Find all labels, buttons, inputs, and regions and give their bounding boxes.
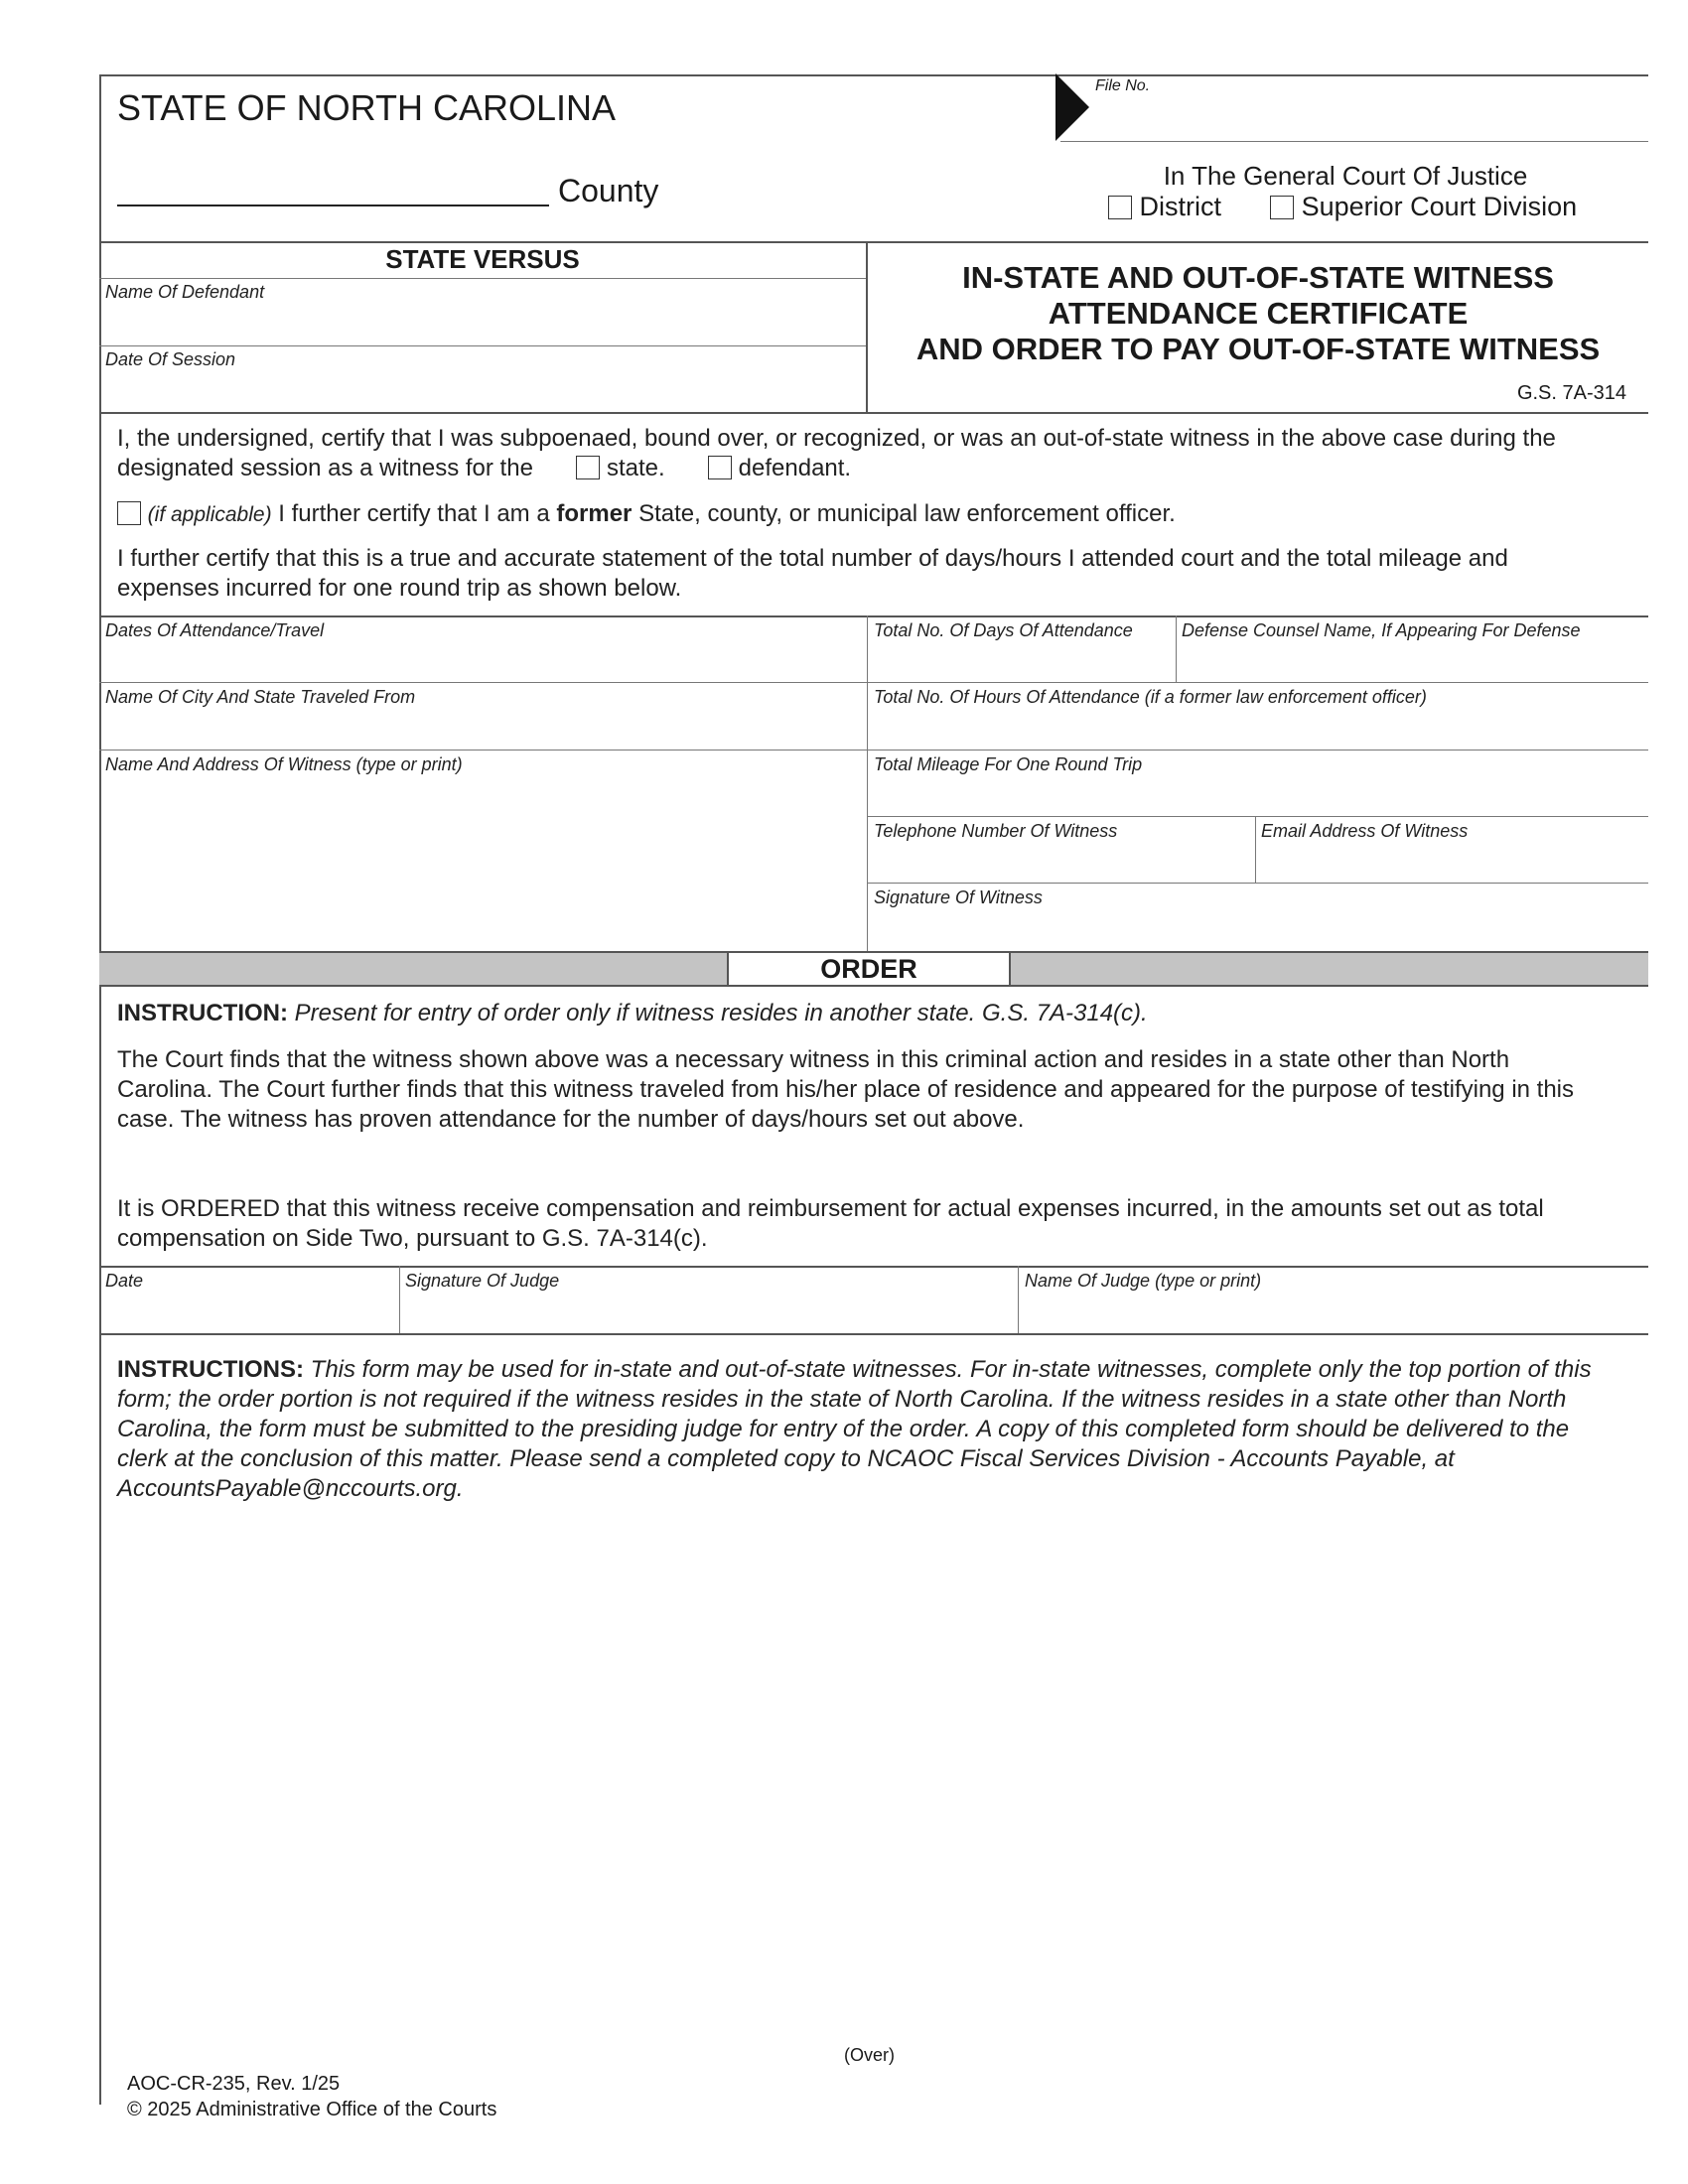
former-pre: I further certify that I am a [278,500,550,527]
defendant-checkbox[interactable] [708,456,732,479]
grid-top [99,615,1648,617]
grid-row-3 [867,816,1648,817]
grid-mid-divider [867,615,868,951]
counsel-label: Defense Counsel Name, If Appearing For Defense [1182,620,1581,640]
judge-row-bottom [99,1333,1648,1335]
form-id: AOC-CR-235, Rev. 1/25 [127,2073,341,2095]
title-line-2: ATTENDANCE CERTIFICATE [1048,296,1469,331]
days-input[interactable] [874,643,1170,679]
file-no-arrow-icon [1055,73,1089,141]
witness-input[interactable] [105,777,860,946]
judge-row-top [99,1266,1648,1268]
court-line: In The General Court Of Justice [1163,161,1528,191]
email-label: Email Address Of Witness [1261,821,1469,841]
state-versus: STATE VERSUS [385,244,580,274]
file-no-label: File No. [1095,77,1151,94]
state-versus-line [99,278,866,279]
signature-input[interactable] [874,910,1643,948]
cert-divider [99,412,1648,414]
copyright: © 2025 Administrative Office of the Courts [127,2099,497,2120]
order-instruction [117,999,1148,1028]
left-border [99,74,101,2105]
title-line-1: IN-STATE AND OUT-OF-STATE WITNESS [962,260,1554,295]
defendant-label: Name Of Defendant [105,282,265,302]
judge-signature-label: Signature Of Judge [405,1271,560,1291]
over-note: (Over) [844,2045,895,2065]
defendant-line [99,345,866,346]
judge-name-label: Name Of Judge (type or print) [1025,1271,1262,1291]
former-officer-checkbox[interactable] [117,501,141,525]
cert-para-3: I further certify that this is a true and accurate statement of the total number of days/hours I attended court and the total mileage and expenses incurred for one round trip as shown below. [117,545,1508,602]
email-input[interactable] [1261,844,1643,880]
judge-signature-input[interactable] [405,1294,1013,1329]
superior-checkbox[interactable] [1270,196,1294,219]
state-title: STATE OF NORTH CAROLINA [117,87,617,128]
order-heading: ORDER [727,951,1011,987]
grid-row-4 [867,883,1648,884]
instructions-text: This form may be used for in-state and out-of-state witnesses. For in-state witnesses, complete only the top portion of this form; the order portion is not required if the witness resides in the state of North Carolina. If the witness resides in a state other than North Carolina, the form must be submitted to the presiding judge for entry of the order. A copy of this completed form should be delivered to the clerk at the conclusion of this matter. Please send a completed copy to NCAOC Fiscal Services Division - Accounts Payable, at AccountsPayable@nccourts.org. [117,1356,1592,1502]
statute-ref: G.S. 7A-314 [1516,382,1626,404]
mileage-label: Total Mileage For One Round Trip [874,754,1143,774]
order-findings: The Court finds that the witness shown above was a necessary witness in this criminal action and resides in a state other than North Carolina. The Court further finds that this witness traveled from his/her place of residence and appeared for the purpose of testifying in this case. The witness has proven attendance for the number of days/hours set out above. [117,1046,1575,1133]
header-divider [99,241,1648,243]
phone-label: Telephone Number Of Witness [874,821,1118,841]
cert-para-2 [117,499,1176,530]
judge-divider-2 [1018,1266,1019,1333]
district-label: District [1139,192,1222,221]
mileage-input[interactable] [874,777,1643,813]
former-bold: former [556,500,633,527]
file-no-input[interactable] [1097,95,1643,137]
instructions-block [117,1355,1607,1504]
instructions-label: INSTRUCTIONS: [117,1356,304,1383]
phone-input[interactable] [874,844,1249,880]
dates-input[interactable] [105,643,860,679]
counsel-input[interactable] [1182,643,1643,679]
district-checkbox[interactable] [1108,196,1132,219]
grid-row-2 [99,750,1648,751]
top-border-right [1053,74,1648,76]
grid-row-1 [99,682,1648,683]
cert-line-2 [117,454,1646,483]
judge-name-input[interactable] [1025,1294,1642,1329]
form-title [866,260,1650,367]
cert-line-1: I, the undersigned, certify that I was subpoenaed, bound over, or recognized, or was an out-of-state witness in the above case during the [117,425,1556,452]
session-label: Date Of Session [105,349,236,369]
defendant-input[interactable] [105,304,860,343]
session-input[interactable] [105,371,860,409]
defendant-option-label: defendant. [738,455,852,481]
dates-label: Dates Of Attendance/Travel [105,620,325,640]
signature-label: Signature Of Witness [874,887,1043,907]
hours-label: Total No. Of Hours Of Attendance (if a former law enforcement officer) [874,687,1427,707]
cert-line-2-text: designated session as a witness for the [117,455,533,481]
judge-divider-1 [399,1266,400,1333]
grid-phone-divider [1255,816,1256,883]
state-checkbox[interactable] [576,456,600,479]
superior-label: Superior Court Division [1301,192,1578,221]
instruction-text: Present for entry of order only if witness resides in another state. G.S. 7A-314(c). [294,1000,1148,1026]
top-border-left [99,74,1053,76]
former-post: State, county, or municipal law enforcement officer. [638,500,1176,527]
city-input[interactable] [105,710,860,746]
court-division-options [1108,192,1577,222]
county-label: County [558,173,659,208]
date-input[interactable] [105,1294,393,1329]
witness-label: Name And Address Of Witness (type or print) [105,754,463,774]
title-line-3: AND ORDER TO PAY OUT-OF-STATE WITNESS [915,332,1601,366]
instruction-label: INSTRUCTION: [117,1000,288,1026]
grid-days-divider [1176,615,1177,682]
hours-input[interactable] [874,710,1643,746]
if-applicable: (if applicable) [147,503,272,526]
order-ordered: It is ORDERED that this witness receive compensation and reimbursement for actual expenses incurred, in the amounts set out as total compensation on Side Two, pursuant to G.S. 7A-314(c). [117,1195,1544,1252]
city-label: Name Of City And State Traveled From [105,687,416,707]
state-option-label: state. [606,455,665,481]
file-no-underline [1060,141,1648,142]
county-blank[interactable] [117,205,549,206]
days-label: Total No. Of Days Of Attendance [874,620,1133,640]
date-label: Date [105,1271,144,1291]
cert-para-1 [117,424,1646,483]
